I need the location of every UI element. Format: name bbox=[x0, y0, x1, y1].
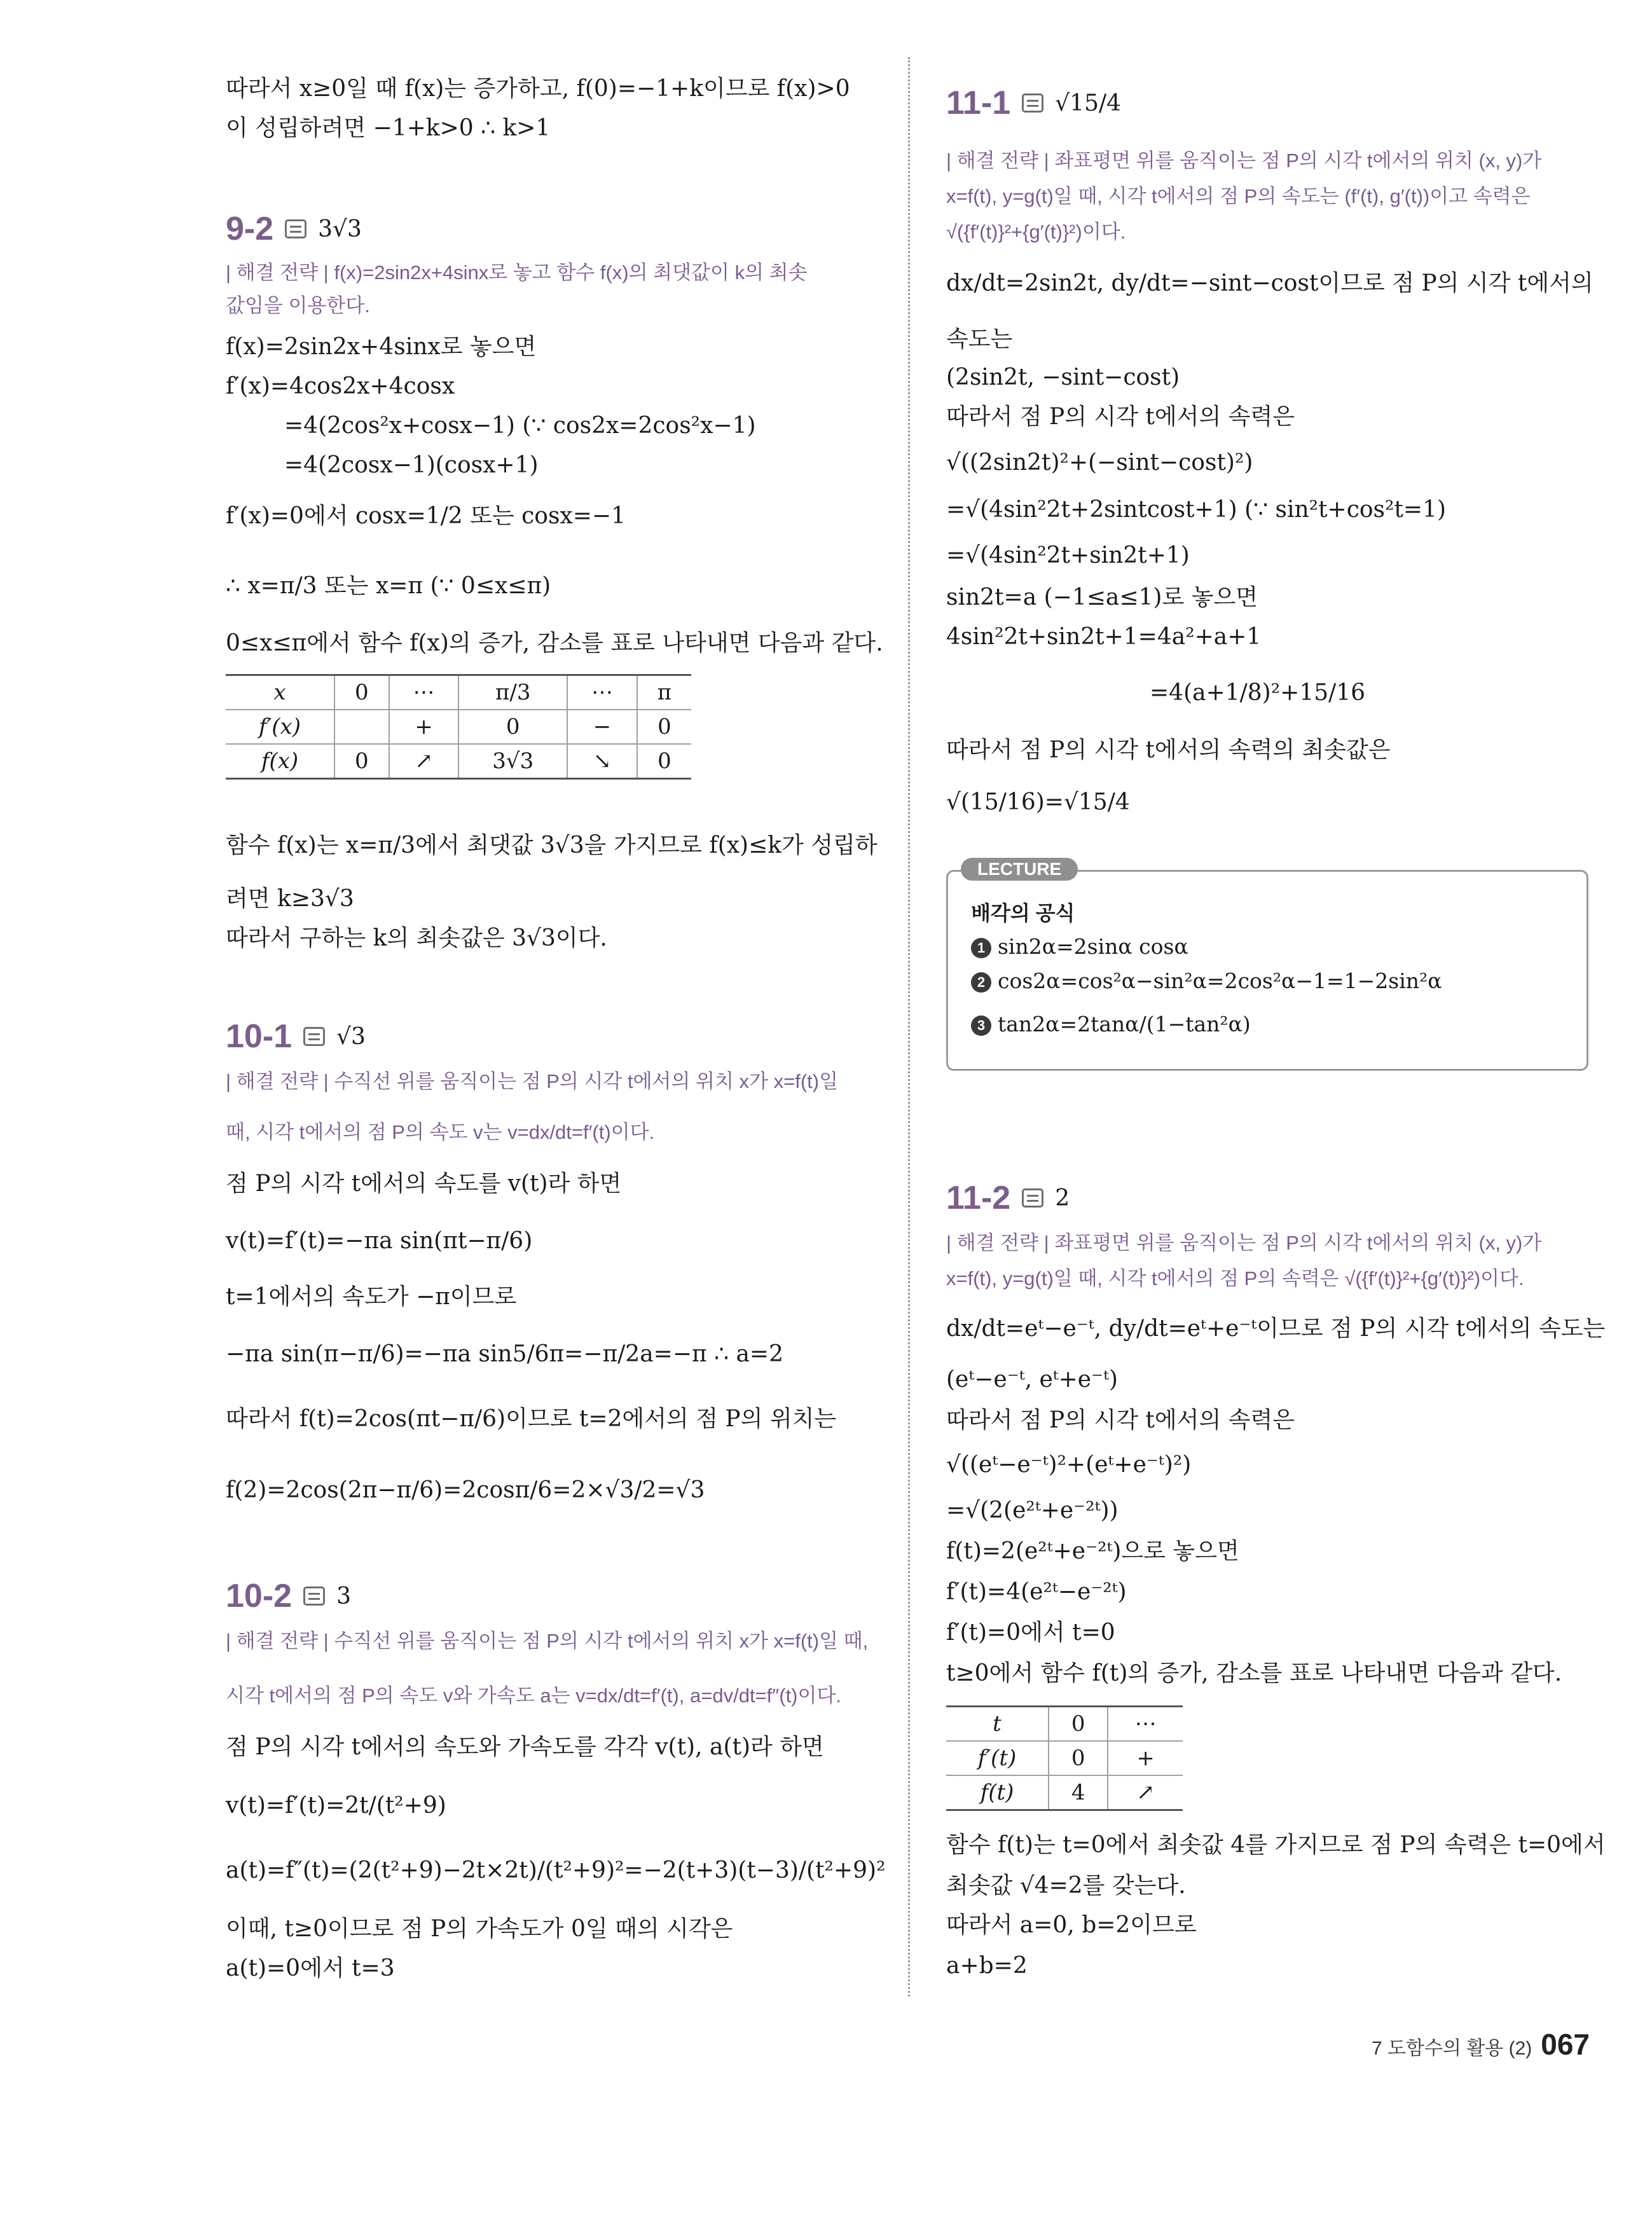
solution-line: (2sin2t, −sint−cost) bbox=[946, 364, 1180, 390]
table-cell: π bbox=[637, 675, 691, 710]
strategy-line: | 해결 전략 | 수직선 위를 움직이는 점 P의 시각 t에서의 위치 x가 x=f(t)일 bbox=[226, 1070, 839, 1092]
table-cell: ↗ bbox=[389, 744, 459, 779]
answer-icon bbox=[1022, 93, 1043, 113]
solution-line: dx/dt=2sin2t, dy/dt=−sint−cost이므로 점 P의 시각 t에서의 bbox=[946, 270, 1593, 296]
increase-decrease-table bbox=[226, 674, 691, 780]
answer-value: √3 bbox=[336, 1023, 366, 1050]
table-row bbox=[946, 1707, 1183, 1742]
table-cell: f(t) bbox=[946, 1775, 1049, 1810]
solution-line: 따라서 a=0, b=2이므로 bbox=[946, 1912, 1197, 1938]
solution-line: (eᵗ−e⁻ᵗ, eᵗ+e⁻ᵗ) bbox=[946, 1366, 1119, 1393]
strategy-line: | 해결 전략 | f(x)=2sin2x+4sinx로 놓고 함수 f(x)의 최댓값이 k의 최솟 bbox=[226, 261, 808, 284]
solution-line: f′(t)=0에서 t=0 bbox=[946, 1620, 1115, 1646]
solution-line: −πa sin(π−π/6)=−πa sin5/6π=−π/2a=−π ∴ a=2 bbox=[226, 1341, 783, 1367]
table-row bbox=[946, 1775, 1183, 1810]
solution-line: =4(2cos²x+cosx−1) (∵ cos2x=2cos²x−1) bbox=[284, 413, 756, 439]
table-cell: 0 bbox=[1049, 1707, 1108, 1742]
problem-number: 11-2 bbox=[946, 1180, 1011, 1216]
lecture-item bbox=[971, 934, 1188, 959]
table-cell: 0 bbox=[458, 710, 567, 744]
solution-line: =√(2(e²ᵗ+e⁻²ᵗ)) bbox=[946, 1497, 1119, 1524]
chapter-label: 7 도함수의 활용 (2) bbox=[1372, 2038, 1532, 2059]
solution-line: =4(2cosx−1)(cosx+1) bbox=[284, 452, 539, 478]
lecture-formula: tan2α=2tanα/(1−tan²α) bbox=[998, 1012, 1251, 1036]
solution-line: 점 P의 시각 t에서의 속도를 v(t)라 하면 bbox=[226, 1171, 622, 1197]
lecture-tab: LECTURE bbox=[961, 858, 1078, 881]
column-divider bbox=[908, 57, 910, 1997]
solution-line: f′(x)=4cos2x+4cosx bbox=[226, 373, 455, 399]
solution-line: 이때, t≥0이므로 점 P의 가속도가 0일 때의 시각은 bbox=[226, 1916, 733, 1942]
solution-line: 4sin²2t+sin2t+1=4a²+a+1 bbox=[946, 624, 1262, 650]
strategy-line: 값임을 이용한다. bbox=[226, 294, 370, 317]
problem-11-1-heading bbox=[946, 84, 1121, 122]
table-cell: π/3 bbox=[458, 675, 567, 710]
solution-line: 함수 f(x)는 x=π/3에서 최댓값 3√3을 가지므로 f(x)≤k가 성립하 bbox=[226, 832, 878, 858]
solution-line: √((eᵗ−e⁻ᵗ)²+(eᵗ+e⁻ᵗ)²) bbox=[946, 1452, 1192, 1478]
lecture-title: 배각의 공식 bbox=[971, 902, 1075, 925]
solution-line: =4(a+1/8)²+15/16 bbox=[1150, 680, 1366, 706]
solution-line: f(x)=2sin2x+4sinx로 놓으면 bbox=[226, 334, 537, 360]
lecture-formula: cos2α=cos²α−sin²α=2cos²α−1=1−2sin²α bbox=[998, 968, 1442, 993]
table-cell: ↘ bbox=[567, 744, 637, 779]
solution-line: 따라서 구하는 k의 최솟값은 3√3이다. bbox=[226, 925, 607, 951]
table-cell: 0 bbox=[334, 744, 389, 779]
solution-line: √(15/16)=√15/4 bbox=[946, 789, 1130, 815]
table-row bbox=[226, 675, 691, 710]
intro-line-2: 이 성립하려면 −1+k>0 ∴ k>1 bbox=[226, 115, 551, 141]
table-cell: + bbox=[389, 710, 459, 744]
solution-line: t≥0에서 함수 f(t)의 증가, 감소를 표로 나타내면 다음과 같다. bbox=[946, 1660, 1562, 1686]
solution-line: =√(4sin²2t+sin2t+1) bbox=[946, 542, 1190, 568]
solution-line: 점 P의 시각 t에서의 속도와 가속도를 각각 v(t), a(t)라 하면 bbox=[226, 1734, 824, 1760]
strategy-line: | 해결 전략 | 좌표평면 위를 움직이는 점 P의 시각 t에서의 위치 (x, y)가 bbox=[946, 1232, 1542, 1254]
table-cell: 0 bbox=[637, 744, 691, 779]
table-cell: f(x) bbox=[226, 744, 334, 779]
solution-line: =√(4sin²2t+2sintcost+1) (∵ sin²t+cos²t=1) bbox=[946, 497, 1447, 523]
solution-line: dx/dt=eᵗ−e⁻ᵗ, dy/dt=eᵗ+e⁻ᵗ이므로 점 P의 시각 t에서의 속도는 bbox=[946, 1316, 1606, 1342]
increase-decrease-table bbox=[946, 1705, 1183, 1811]
solution-line: 따라서 점 P의 시각 t에서의 속력은 bbox=[946, 1407, 1295, 1433]
answer-value: √15/4 bbox=[1055, 90, 1121, 116]
number-circle-icon: 3 bbox=[971, 1015, 991, 1036]
intro-line-1: 따라서 x≥0일 때 f(x)는 증가하고, f(0)=−1+k이므로 f(x)>0 bbox=[226, 76, 850, 102]
table-cell: 0 bbox=[334, 675, 389, 710]
table-cell: 0 bbox=[1049, 1741, 1108, 1775]
solution-line: √((2sin2t)²+(−sint−cost)²) bbox=[946, 450, 1253, 476]
solution-line: t=1에서의 속도가 −π이므로 bbox=[226, 1284, 517, 1310]
solution-line: v(t)=f′(t)=−πa sin(πt−π/6) bbox=[226, 1228, 533, 1254]
table-row bbox=[226, 710, 691, 744]
answer-icon bbox=[1022, 1188, 1043, 1208]
table-cell: 4 bbox=[1049, 1775, 1108, 1810]
table-cell: f′(t) bbox=[946, 1741, 1049, 1775]
solution-line: 0≤x≤π에서 함수 f(x)의 증가, 감소를 표로 나타내면 다음과 같다. bbox=[226, 630, 883, 656]
solution-line: f′(x)=0에서 cosx=1/2 또는 cosx=−1 bbox=[226, 503, 626, 529]
strategy-line: | 해결 전략 | 좌표평면 위를 움직이는 점 P의 시각 t에서의 위치 (x, y)가 bbox=[946, 149, 1542, 172]
table-cell: 0 bbox=[637, 710, 691, 744]
solution-line: 최솟값 √4=2를 갖는다. bbox=[946, 1873, 1186, 1899]
solution-line: a+b=2 bbox=[946, 1953, 1028, 1979]
answer-value: 2 bbox=[1055, 1185, 1070, 1211]
strategy-line: x=f(t), y=g(t)일 때, 시각 t에서의 점 P의 속력은 √({f′(t)}²+{g′(t)}²)이다. bbox=[946, 1267, 1524, 1290]
lecture-box bbox=[946, 859, 1588, 1071]
strategy-line: | 해결 전략 | 수직선 위를 움직이는 점 P의 시각 t에서의 위치 x가 x=f(t)일 때, bbox=[226, 1630, 869, 1652]
strategy-line: 시각 t에서의 점 P의 속도 v와 가속도 a는 v=dx/dt=f′(t), a=dv/dt=f″(t)이다. bbox=[226, 1684, 842, 1707]
solution-line: a(t)=0에서 t=3 bbox=[226, 1955, 395, 1981]
solution-line: a(t)=f″(t)=(2(t²+9)−2t×2t)/(t²+9)²=−2(t+3)(t−3)/(t²+9)² bbox=[226, 1857, 886, 1883]
table-cell: f′(x) bbox=[226, 710, 334, 744]
solution-line: sin2t=a (−1≤a≤1)로 놓으면 bbox=[946, 584, 1258, 610]
table-cell: x bbox=[226, 675, 334, 710]
problem-9-2-heading bbox=[226, 210, 362, 248]
page-footer bbox=[1372, 2027, 1590, 2061]
strategy-line: x=f(t), y=g(t)일 때, 시각 t에서의 점 P의 속도는 (f′(t), g′(t))이고 속력은 bbox=[946, 185, 1531, 207]
problem-11-2-heading bbox=[946, 1179, 1070, 1217]
lecture-item bbox=[971, 968, 1442, 993]
lecture-item bbox=[971, 1012, 1251, 1036]
problem-number: 9-2 bbox=[226, 210, 274, 247]
problem-10-2-heading bbox=[226, 1577, 351, 1615]
lecture-formula: sin2α=2sinα cosα bbox=[998, 934, 1188, 959]
table-cell: ⋯ bbox=[389, 675, 459, 710]
solution-line: 함수 f(t)는 t=0에서 최솟값 4를 가지므로 점 P의 속력은 t=0에서 bbox=[946, 1832, 1606, 1858]
solution-line: 따라서 점 P의 시각 t에서의 속력의 최솟값은 bbox=[946, 737, 1391, 763]
problem-number: 10-1 bbox=[226, 1018, 293, 1055]
solution-line: v(t)=f′(t)=2t/(t²+9) bbox=[226, 1793, 446, 1819]
number-circle-icon: 1 bbox=[971, 938, 991, 958]
table-cell: + bbox=[1108, 1741, 1183, 1775]
number-circle-icon: 2 bbox=[971, 972, 991, 993]
solution-line: f(t)=2(e²ᵗ+e⁻²ᵗ)으로 놓으면 bbox=[946, 1538, 1239, 1564]
solution-line: ∴ x=π/3 또는 x=π (∵ 0≤x≤π) bbox=[226, 573, 551, 599]
table-row bbox=[226, 744, 691, 779]
solution-line: 속도는 bbox=[946, 326, 1013, 352]
table-cell: − bbox=[567, 710, 637, 744]
table-cell: 3√3 bbox=[458, 744, 567, 779]
problem-number: 11-1 bbox=[946, 85, 1011, 121]
solution-line: f(2)=2cos(2π−π/6)=2cosπ/6=2×√3/2=√3 bbox=[226, 1477, 705, 1503]
problem-number: 10-2 bbox=[226, 1578, 293, 1614]
solution-line: 따라서 점 P의 시각 t에서의 속력은 bbox=[946, 404, 1295, 430]
answer-icon bbox=[303, 1586, 325, 1606]
answer-icon bbox=[303, 1027, 325, 1046]
answer-value: 3 bbox=[336, 1583, 351, 1609]
strategy-line: 때, 시각 t에서의 점 P의 속도 v는 v=dx/dt=f′(t)이다. bbox=[226, 1121, 655, 1143]
table-cell: ↗ bbox=[1108, 1775, 1183, 1810]
solution-line: f′(t)=4(e²ᵗ−e⁻²ᵗ) bbox=[946, 1579, 1127, 1605]
table-cell: ⋯ bbox=[1108, 1707, 1183, 1742]
page-number: 067 bbox=[1541, 2028, 1590, 2061]
answer-icon bbox=[285, 219, 306, 238]
table-cell: t bbox=[946, 1707, 1049, 1742]
solution-line: 따라서 f(t)=2cos(πt−π/6)이므로 t=2에서의 점 P의 위치는 bbox=[226, 1406, 837, 1432]
table-cell: ⋯ bbox=[567, 675, 637, 710]
strategy-line: √({f′(t)}²+{g′(t)}²)이다. bbox=[946, 221, 1126, 243]
problem-10-1-heading bbox=[226, 1017, 366, 1056]
table-row bbox=[946, 1741, 1183, 1775]
answer-value: 3√3 bbox=[318, 216, 362, 242]
table-cell bbox=[334, 710, 389, 744]
solution-line: 려면 k≥3√3 bbox=[226, 886, 354, 912]
